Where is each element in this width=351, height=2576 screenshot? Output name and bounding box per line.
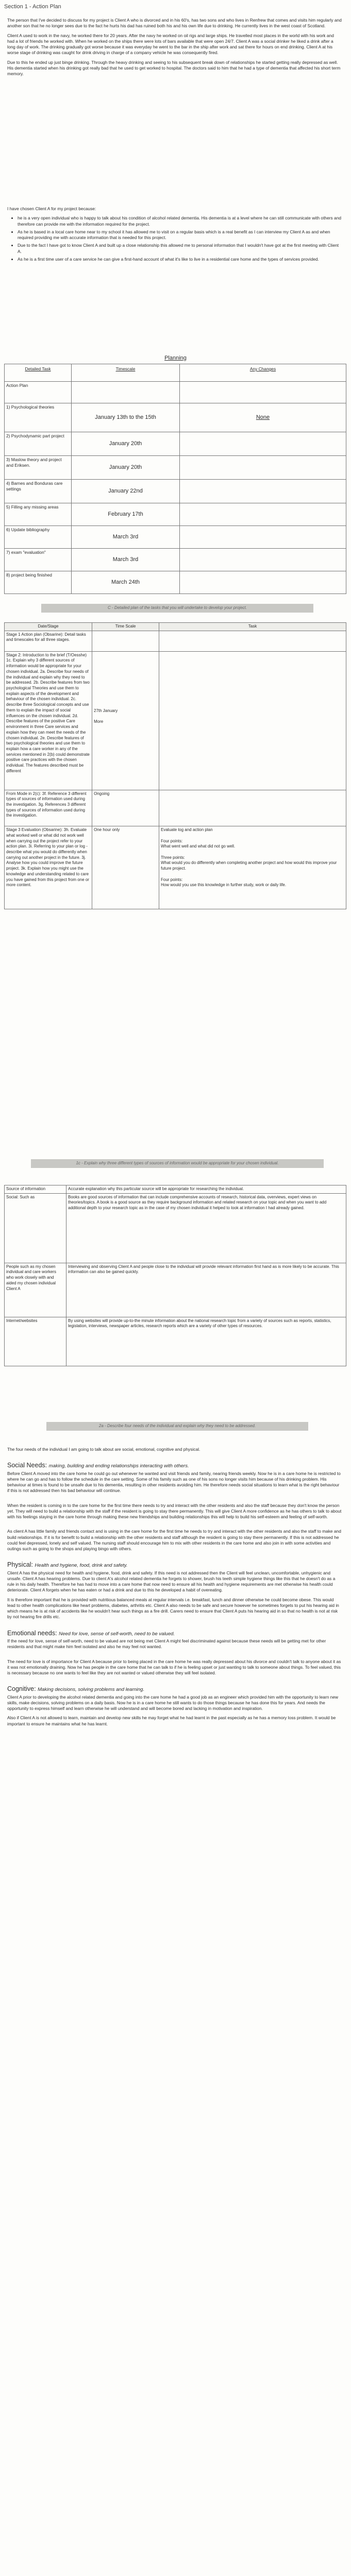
table-cell: Stage 2: Introduction to the brief (T/Oesshe) 1c. Explain why 3 different sources of information would be appropriate for your chosen individual. 2a. Describe four needs of the individual and explain why they need to be addressed. 2b. Describe features from two psychological Theories and use them to explain aspects of the development and behaviour of the chosen individual. 2c. describe three Sociological concepts and use them to explain the impact of social influences on the chosen individual. 2d. Describe features of the positive Care environment in three Care services and explain how they can meet the needs of the chosen individual. 2e. Describe features of two psychological theories and use them to explain how a care worker in any of the services mentioned in 2(b) could demonstrate positive care practices with the chosen individual. The features described must be different xyxy=(5,651,92,790)
section-banner: 2a - Describe four needs of the individual and explain why they need to be addressed. xyxy=(46,1422,308,1431)
paragraph: As client A has little family and friends contact and is using in the care home for the first time he needs to try and interact with the other residents and also the staff to make and build relationships. If it is for benefit to build a relationship with the other residents and staff although the resident is going to stay there permanently. If this is not addressed he could feel depressed, lonely and self valued. The nursing staff should encourage him to mix with other residents in the care home and also join in with some activities and outings such as going to the shops and playing bingo with others. xyxy=(7,1529,341,1552)
paragraph: Also if Client A is not allowed to learn, maintain and develop new skills he may forget what he had learnt in the past especially as he has a memory loss problem. It would be important to ensure he maintains what he has learnt. xyxy=(7,1715,336,1726)
table-row xyxy=(5,382,346,403)
table-cell: Action Plan xyxy=(5,382,72,403)
list-item: • As he is a first time user of a care service he can give a first-hand account of what it's like to live in a residential care home and the types of services provided. xyxy=(18,257,342,262)
needs-intro: The four needs of the individual I am going to talk about are social, emotional, cognitive and physical. xyxy=(7,1447,200,1452)
heading-subtext: Health and hygiene, food, drink and safety. xyxy=(35,1563,128,1569)
physical-heading xyxy=(7,1561,342,1569)
reasons-section xyxy=(7,206,342,264)
stage-table xyxy=(4,622,346,909)
table-cell: Social: Such as xyxy=(5,1193,66,1263)
section-banner: C - Detailed plan of the tasks that you will undertake to develop your project. xyxy=(41,604,313,613)
planning-title: Planning xyxy=(164,355,187,361)
table-cell: Evaluate log and action plan Four points: What went well and what did not go well. Three points: What would you do differently when completing another project and how would this improve your future project. Four points: How would you use this knowledge in further study, work or daily life. xyxy=(159,826,346,909)
table-cell: January 20th xyxy=(72,456,180,480)
heading-subtext: making, building and ending relationships interacting with others. xyxy=(48,1463,189,1469)
stage-table-wrap xyxy=(4,622,346,909)
table-row xyxy=(5,403,346,432)
table-cell: January 13th to the 15th xyxy=(72,403,180,432)
heading-text: Cognitive: xyxy=(7,1685,36,1693)
table-row xyxy=(5,631,346,651)
table-cell xyxy=(180,549,346,571)
table-cell: Stage 1 Action plan (Obsarine): Detail tasks and timescales for all three stages. xyxy=(5,631,92,651)
column-header: Date/Stage xyxy=(5,623,92,631)
table-cell xyxy=(159,651,346,790)
table-cell: 7) exam "evaluation" xyxy=(5,549,72,571)
column-header: Source of information xyxy=(5,1185,66,1194)
table-cell xyxy=(180,571,346,594)
table-cell: 8) project being finished xyxy=(5,571,72,594)
table-row xyxy=(5,571,346,594)
column-header: Any Changes xyxy=(180,364,346,382)
emotional-heading xyxy=(7,1629,342,1637)
table-cell: 4) Barnes and Bonduras care settings xyxy=(5,480,72,503)
paragraph: Client A prior to developing the alcohol related dementia and going into the care home he had a good job as an engineer which provided him with the opportunity to learn new skills, make decisions, solving problems on a daily basis. Now he is in a care home he still wants to do those things because he has done this for years. And needs the opportunity to express himself and learn otherwise he will understand and will become bored and lacking in motivation and inspiration. xyxy=(7,1694,339,1711)
table-cell xyxy=(180,432,346,456)
heading-text: Social Needs: xyxy=(7,1462,47,1469)
table-row xyxy=(5,826,346,909)
list-item: • Due to the fact I have got to know Client A and built up a close relationship this allowed me to personal information that I wouldn't have got at the first meeting with Client A. xyxy=(18,243,342,255)
table-cell: March 3rd xyxy=(72,549,180,571)
table-row xyxy=(5,480,346,503)
table-cell: 2) Psychodynamic part project xyxy=(5,432,72,456)
paragraph: Client A has the physical need for health and hygiene, food, drink and safety. If this need is not addressed then the Client will feel unclean, uncomfortable, unhygienic and unsafe. Client A has hearing problems. Due to client A's alcohol related dementia he forgets to shower, brush his teeth simple hygiene things like this that he doesn't do as a rule in his daily health. Therefore he has had to move into a care home that now need to ensure all his health and hygiene requirements are met otherwise his health could deteriorate. Client A forgets when he has eaten or had a drink and due to this he developed a habit of overeating. xyxy=(7,1570,336,1593)
table-cell: Interviewing and observing Client A and people close to the individual will provide relevant information first hand as is more likely to be accurate. This information can also be gained quickly. xyxy=(66,1263,346,1317)
sources-table-wrap xyxy=(4,1185,346,1366)
table-cell xyxy=(180,456,346,480)
cognitive-heading xyxy=(7,1685,342,1693)
heading-subtext: Need for love, sense of self-worth, need to be valued. xyxy=(59,1631,175,1637)
table-cell: Stage 3 Evaluation (Obsarine): 3h. Evaluate what worked well or what did not work well when carrying out the project refer to your action plan. 3i. Referring to your plan or log - describe what you would do differently when carrying out another project in the future. 3j. Analyse how you could improve the future project. 3k. Explain how you might use the knowledge and understanding related to care you have gained from this project from one or more content. xyxy=(5,826,92,909)
table-cell: January 22nd xyxy=(72,480,180,503)
table-row xyxy=(5,790,346,826)
intro-paragraph: Client A used to work in the navy, he worked there for 20 years. After the navy he worked on oil rigs and large ships. He travelled most places in the world with his work and had a lot of friends he worked with. When he worked on the ships there were lots of bars available that were open 24/7. Client A was a social drinker he liked a drink after a long day of work. The drinking gradually got worse because it was everyday he went to the bar in the ship after work and sat there for hours on end drinking. Client A at his worse stage of drinking was caught for drink driving in charge of a company vehicle he was consequently fired. xyxy=(7,32,334,56)
paragraph: When the resident is coming in to the care home for the first time there needs to try and interact with the other residents and also the staff because they don't know the person yet. They will need to build a relationship with the staff if the resident is going to stay there permanently. This will give Client A more confidence as he has others to talk to about with his feelings staying in the care home through making these new friendships and building relationships this will help to build his self-esteem and feeling of self-worth. xyxy=(7,1502,342,1520)
planning-table-wrap xyxy=(4,364,346,594)
paragraph: If the need for love, sense of self-worth, need to be valued are not being met Client A might feel discriminated against because these needs will be getting met for other residents and that might make him feel isolated and also he may feel not wanted. xyxy=(7,1638,326,1650)
table-row xyxy=(5,549,346,571)
table-row xyxy=(5,1263,346,1317)
intro-paragraph: Due to this he ended up just binge drinking. Through the heavy drinking and seeing to his subsequent break down of relationships he started getting really depressed as well. His dementia started when his drinking got really bad that he used to get worked to hospital. The doctors said to him that he had a type of dementia that affected his short term memory. xyxy=(7,59,341,76)
table-cell: Ongoing xyxy=(92,790,159,826)
list-item: • he is a very open individual who is happy to talk about his condition of alcohol related dementia. His dementia is at a level where he can still communicate with others and therefore can provide me with the information required for the project. xyxy=(18,215,342,227)
table-cell xyxy=(159,790,346,826)
table-cell xyxy=(92,631,159,651)
table-cell: March 24th xyxy=(72,571,180,594)
table-cell: People such as my chosen individual and care workers who work closely with and aided my chosen individual Client A xyxy=(5,1263,66,1317)
list-item: • As he is based in a local care home near to my school it has allowed me to visit on a regular basis which is a real benefit as I can interview my Client A as and when required providing me with accurate information that is needed for this project. xyxy=(18,229,342,241)
table-cell: March 3rd xyxy=(72,526,180,549)
table-cell: 3) Maslow theory and project and Eriksen. xyxy=(5,456,72,480)
table-cell xyxy=(159,631,346,651)
table-cell: None xyxy=(180,403,346,432)
heading-text: Physical: xyxy=(7,1561,34,1569)
table-row xyxy=(5,1317,346,1366)
table-row xyxy=(5,503,346,526)
table-cell: One hour only xyxy=(92,826,159,909)
column-header: Accurate explanation why this particular source will be appropriate for researching the individual. xyxy=(66,1185,346,1194)
column-header: Detailed Task xyxy=(5,364,72,382)
sources-table xyxy=(4,1185,346,1366)
column-header: Task xyxy=(159,623,346,631)
table-cell xyxy=(180,503,346,526)
table-row xyxy=(5,651,346,790)
table-cell: 6) Update bibliography xyxy=(5,526,72,549)
table-cell xyxy=(180,382,346,403)
reasons-lead: I have chosen Client A for my project because: xyxy=(7,206,96,211)
planning-table xyxy=(4,364,346,594)
intro-paragraph: The person that I've decided to discuss for my project is Client A who is divorced and in his 60's, has two sons and who lives in Renfrew that comes and visits him regularly and another son that he no longer sees due to the fact he hurts his dad has ruined both his and his own life due to drinking. He currently lives in the west coast of Scotland. xyxy=(7,18,342,29)
social-heading xyxy=(7,1461,342,1469)
column-header: Timescale xyxy=(72,364,180,382)
column-header: Time Scale xyxy=(92,623,159,631)
paragraph: Before Client A moved into the care home he could go out whenever he wanted and visit friends and family, nearing friends weekly. Now he is in a care home he is restricted to where he can go and has to follow the schedule in the care setting. Some of his family such as one of his sons no longer visits him because of his drinking problem. His behaviour at times is found to be unsafe due to his dementia, resulting in other residents avoiding him. He therefore needs social situations to learn what is the right behaviour if this is not addressed then his bad behaviour will continue. xyxy=(7,1470,341,1494)
table-row xyxy=(5,1193,346,1263)
table-cell: Books are good sources of information that can include comprehensive accounts of research, historical data, overviews, expert views on theories/topics. A book is a good source as they require background information and related research on your topic and when you want to add additional depth to your research topic as in the case of my chosen individual it helped to look at information I had already gained. xyxy=(66,1193,346,1263)
table-row xyxy=(5,432,346,456)
table-cell: Internet/websites xyxy=(5,1317,66,1366)
needs-section xyxy=(7,1447,342,1731)
table-cell: 27th January More xyxy=(92,651,159,790)
table-cell: January 20th xyxy=(72,432,180,456)
heading-subtext: Making decisions, solving problems and learning. xyxy=(38,1687,145,1693)
table-cell: From Mode in 2(c): 3f. Reference 3 different types of sources of information used during the investigation. 3g. References 3 different types of sources of information used during the investigation. xyxy=(5,790,92,826)
table-row xyxy=(5,526,346,549)
table-cell xyxy=(180,480,346,503)
intro-section xyxy=(7,18,342,80)
table-cell: 5) Filling any missing areas xyxy=(5,503,72,526)
table-row xyxy=(5,456,346,480)
paragraph: The need for love is of importance for Client A because prior to being placed in the care home he was really depressed about his divorce and couldn't talk to anyone about it as it was not emotionally draining. Now he has people in the care home that he can talk to if he is feeling upset or just wanting to talk to someone about things. To feel valued, this is necessary because no one wants to feel like they are not wanted or valued otherwise they will feel isolated. xyxy=(7,1658,341,1676)
table-cell xyxy=(72,382,180,403)
reasons-list xyxy=(7,215,342,262)
paragraph: It is therefore important that he is provided with nutritious balanced meals at regular intervals i.e. breakfast, lunch and dinner otherwise he could become obese. This would lead to other health complications like heart problems, diabetes, arthritis etc. Client A also needs to be safe and secure however he sometimes forgets to put his hearing aid in which means he is at risk of accidents like he wouldn't hear such things as a fire drill. Carers need to ensure that Client A puts his hearing aid in so that no health is not at risk by not hearing fire drills etc. xyxy=(7,1597,339,1620)
table-cell: February 17th xyxy=(72,503,180,526)
section-title: Section 1 - Action Plan xyxy=(4,4,61,10)
section-banner: 1c - Explain why three different types of sources of information would be appropriate for your chosen individual. xyxy=(31,1159,324,1168)
heading-text: Emotional needs: xyxy=(7,1629,57,1637)
table-cell xyxy=(180,526,346,549)
table-cell: 1) Psychological theories xyxy=(5,403,72,432)
table-cell: By using websites will provide up-to-the minute information about the national research topic from a variety of sources such as reports, statistics, legislation, interviews, newspaper articles, research reports which are a variety of other types of resources. xyxy=(66,1317,346,1366)
